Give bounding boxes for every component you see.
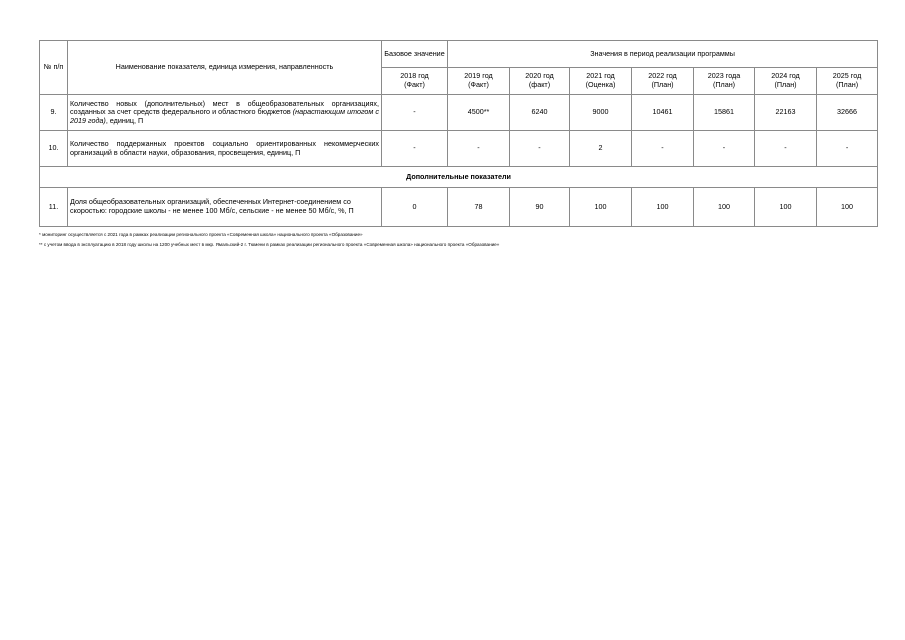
row-value: 10461	[632, 95, 694, 131]
row-value: 15861	[694, 95, 755, 131]
header-year-label: 2022 год	[648, 71, 677, 81]
header-year	[755, 68, 817, 95]
header-num: № п/п	[40, 41, 68, 95]
header-year	[448, 68, 510, 95]
table-row	[40, 131, 878, 167]
row-value: 2	[570, 131, 632, 167]
row-value: 90	[510, 188, 570, 227]
row-value: -	[448, 131, 510, 167]
row-value: 9000	[570, 95, 632, 131]
row-value: -	[755, 131, 817, 167]
row-name: Доля общеобразовательных организаций, обеспеченных Интернет-соединением со скоростью: городские школы - не менее 100 Мб/с, сельские - не менее 50 Мб/с, %, П	[68, 188, 382, 227]
header-year	[694, 68, 755, 95]
row-value: 6240	[510, 95, 570, 131]
header-year-label: 2024 год	[771, 71, 800, 81]
header-year-type: (Факт)	[404, 80, 425, 89]
header-year	[570, 68, 632, 95]
row-name: Количество поддержанных проектов социально ориентированных некоммерческих организаций в области науки, образования, просвещения, единиц, П	[68, 131, 382, 167]
row-value: 100	[817, 188, 878, 227]
header-year-type: (План)	[774, 80, 797, 89]
row-value: 0	[382, 188, 448, 227]
indicators-table	[39, 40, 878, 227]
row-value: -	[382, 95, 448, 131]
row-value: 100	[755, 188, 817, 227]
row-value: -	[817, 131, 878, 167]
header-period: Значения в период реализации программы	[448, 41, 878, 68]
footnote: ** с учетом ввода в эксплуатацию в 2018 году школы на 1200 учебных мест в мкр. Ямальский-2 г. Тюмени в рамках реализации регионального проекта «Современная школа» национального проекта «Образование»	[39, 242, 500, 247]
row-value: 100	[632, 188, 694, 227]
header-year-label: 2025 год	[832, 71, 862, 81]
row-value: 100	[694, 188, 755, 227]
row-value: 32666	[817, 95, 878, 131]
row-value: -	[382, 131, 448, 167]
row-value: 22163	[755, 95, 817, 131]
header-year	[817, 68, 878, 95]
header-base: Базовое значение	[382, 41, 448, 68]
header-year-type: (Оценка)	[585, 80, 616, 89]
footnotes	[39, 230, 499, 250]
header-year	[382, 68, 448, 95]
section-row	[40, 167, 878, 188]
header-year-label: 2021 год	[586, 71, 615, 81]
header-year-type: (План)	[712, 80, 736, 89]
header-year-type: (Факт)	[468, 80, 489, 89]
row-num: 11.	[40, 188, 68, 227]
row-name-italic: (нарастающим итогом с 2019 года)	[70, 107, 380, 125]
row-name-text: Количество новых (дополнительных) мест в общеобразовательных организациях, созданных за счет средств федерального и областного бюджетов	[70, 98, 379, 117]
section-title: Дополнительные показатели	[40, 167, 878, 188]
row-value: 78	[448, 188, 510, 227]
footnote: * мониторинг осуществляется с 2021 года в рамках реализации регионального проекта «Современная школа» национального проекта «Образование»	[39, 232, 363, 237]
header-year-label: 2023 года	[707, 71, 741, 81]
header-name: Наименование показателя, единица измерения, направленность	[68, 41, 382, 95]
header-year-label: 2018 год	[400, 71, 429, 81]
header-year-type: (факт)	[528, 80, 551, 89]
row-num: 9.	[40, 95, 68, 131]
row-value: 4500**	[448, 95, 510, 131]
row-value: -	[510, 131, 570, 167]
header-year-label: 2019 год	[464, 71, 493, 81]
table-row	[40, 188, 878, 227]
row-value: -	[632, 131, 694, 167]
header-year	[632, 68, 694, 95]
row-name-tail: , единиц, П	[105, 115, 144, 125]
header-year-type: (План)	[835, 80, 859, 89]
row-value: -	[694, 131, 755, 167]
table-row	[40, 95, 878, 131]
header-year	[510, 68, 570, 95]
row-value: 100	[570, 188, 632, 227]
row-name	[68, 95, 382, 131]
header-year-type: (План)	[651, 80, 674, 89]
header-year-label: 2020 год	[525, 71, 554, 81]
row-num: 10.	[40, 131, 68, 167]
